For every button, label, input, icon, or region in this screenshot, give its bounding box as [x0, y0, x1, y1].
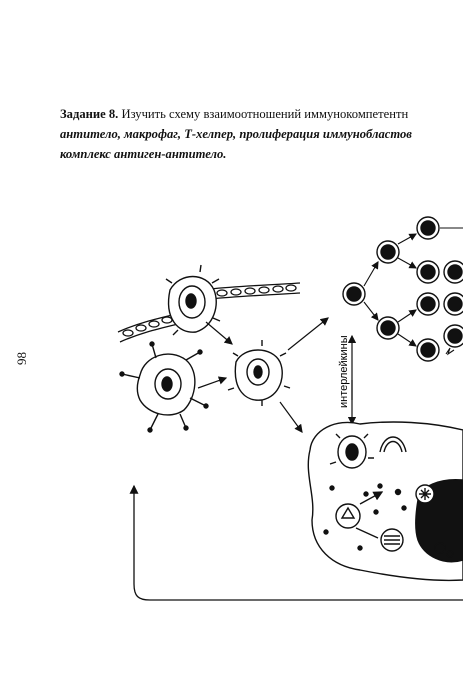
- interleukins-label: интерлейкины: [338, 335, 350, 408]
- presenting-cell: [228, 340, 290, 406]
- task-terms: антитело, макрофаг, Т-хелпер, пролиферация иммунобластов: [60, 127, 412, 141]
- effector-cell: [308, 422, 463, 580]
- task-instruction: Изучить схему взаимоотношений иммунокомпетентн: [121, 107, 409, 121]
- task-terms-end: комплекс антиген-антитело.: [60, 147, 227, 161]
- epithelium-right: [210, 283, 300, 299]
- page-number: 98: [14, 352, 29, 365]
- immunoblasts: [343, 217, 463, 361]
- task-label: Задание 8.: [60, 107, 119, 121]
- macrophage-cell: [120, 342, 208, 432]
